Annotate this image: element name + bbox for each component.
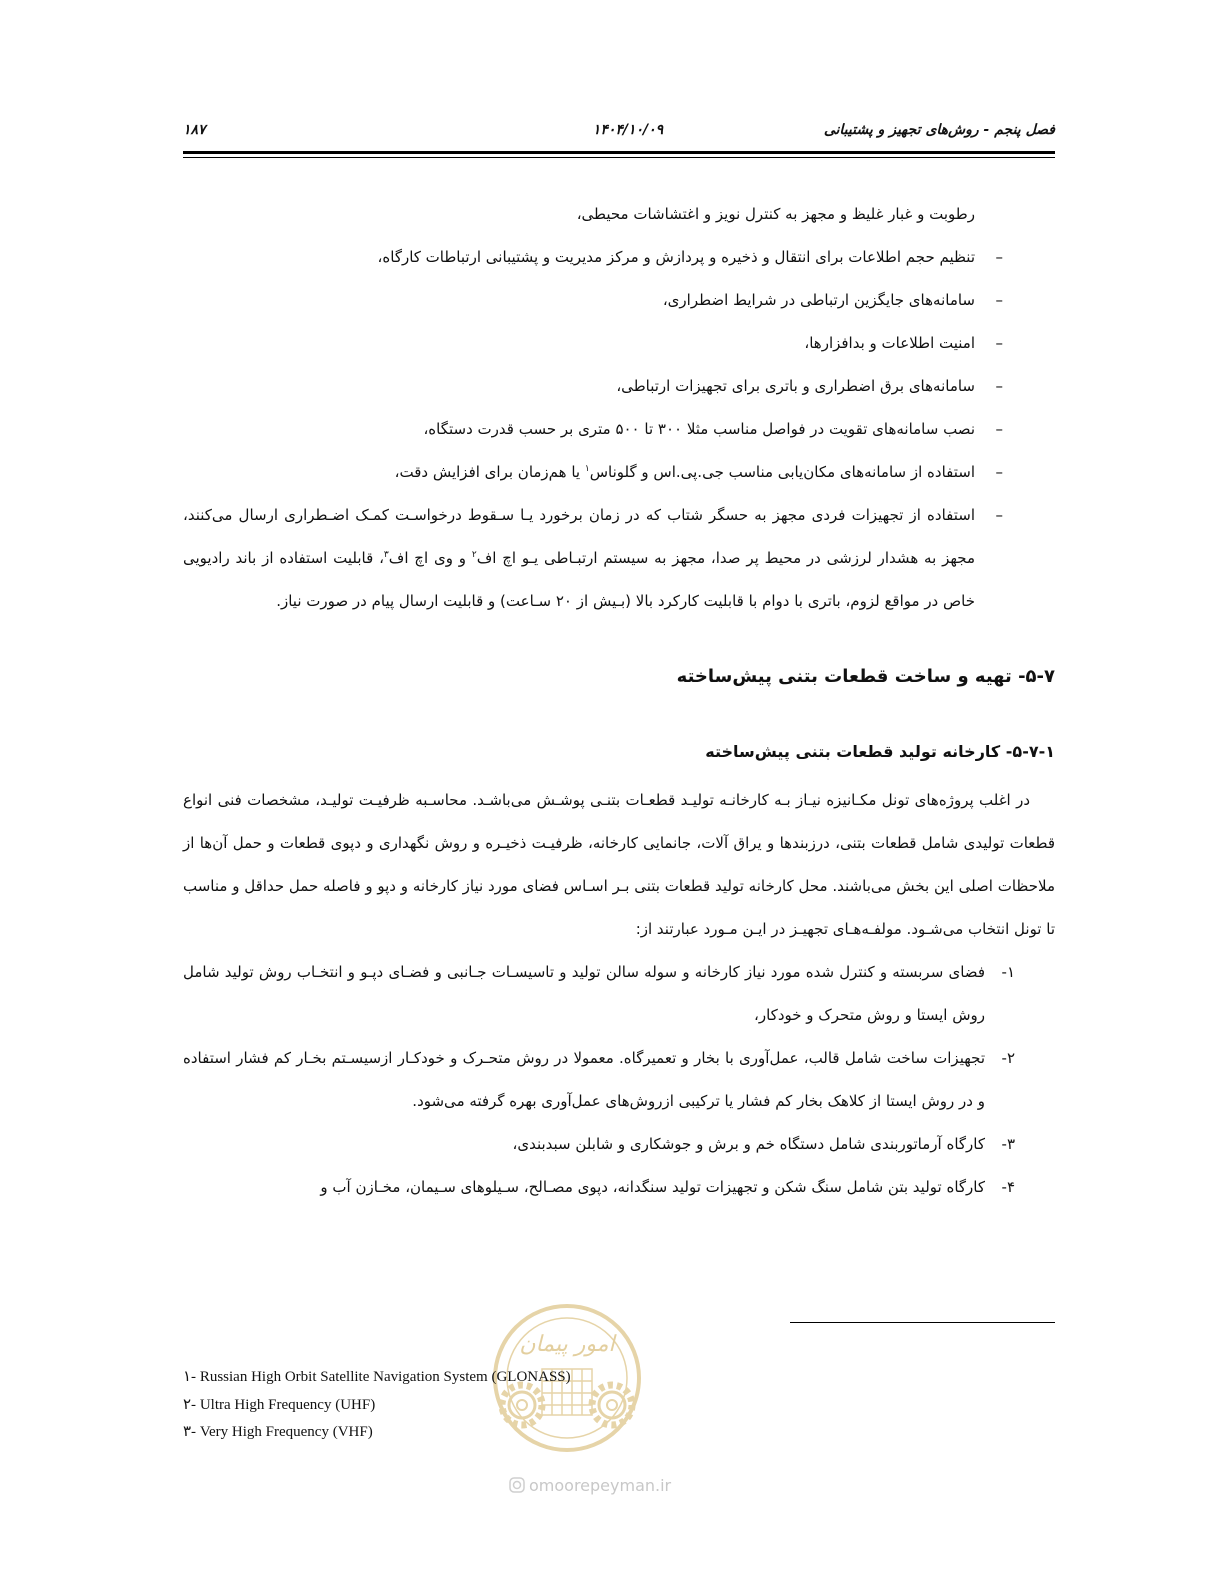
footnote-number: ۳- [183, 1424, 197, 1440]
logo-lettering: امور پیمان [519, 1332, 615, 1357]
item-number: ۲- [1001, 1049, 1015, 1067]
subsection-heading: ۵-۷-۱- کارخانه تولید قطعات بتنی پیش‌ساخته [705, 742, 1055, 761]
list-item-text: نصب سامانه‌های تقویت در فواصل مناسب مثلا ۳۰۰ تا ۵۰۰ متری بر حسب قدرت دستگاه، [423, 420, 975, 438]
footnote-ref: ۱ [584, 464, 590, 474]
numbered-item-text: کارگاه آرماتوربندی شامل دستگاه خم و برش و جوشکاری و شابلن سبدبندی، [512, 1135, 985, 1153]
numbered-item [183, 1166, 1055, 1209]
bullet-continuation: رطوبت و غبار غلیظ و مجهز به کنترل نویز و اغتشاشات محیطی، [576, 205, 975, 223]
list-item [183, 322, 1055, 365]
item-number: ۱- [1001, 963, 1015, 981]
page-body [183, 193, 1055, 1209]
list-item [183, 365, 1055, 408]
numbered-item-text: فضای سربسته و کنترل شده مورد نیاز کارخانه و سوله سالن تولید و تاسیسـات جـانبی و فضـای دپـو و انتخـاب روش تولید شامل روش ایستا و روش متحرک و خودکار، [183, 963, 985, 1024]
list-item-text: سامانه‌های جایگزین ارتباطی در شرایط اضطراری، [662, 291, 975, 309]
list-item-text: استفاده از تجهیزات فردی مجهز به حسگر شتاب که در زمان برخورد یـا سـقوط درخواسـت کمـک اضـطراری ارسال می‌کنند، مجهز به هشدار لرزشی در محیط پر صدا، مجهز به سیستم ارتبـاطی یـو اچ اف [183, 506, 975, 567]
footnote-ref: ۳ [383, 550, 389, 560]
list-item-text: و وی اچ اف [388, 549, 472, 567]
footnote-number: ۲- [183, 1396, 197, 1413]
body-paragraph: در اغلب پروژه‌های تونل مکـانیزه نیـاز بـه کارخانـه تولیـد قطعـات بتنـی پوشـش می‌باشـد. محاسـبه ظرفیـت تولیـد، مشخصات فنی انواع قطعات تولیدی شامل قطعات بتنی، درزبندها و یراق آلات، جانمایی کارخانه، ظرفیـت ذخیـره و روش نگهداری و دپوی قطعات و حمل آن‌ها از ملاحظات اصلی این بخش می‌باشند. محل کارخانه تولید قطعات بتنی بـر اسـاس فضای مورد نیاز کارخانه و دپو و فاصله حمل حداقل و مناسب تا تونل انتخاب می‌شـود. مولفـه‌هـای تجهیـز در ایـن مـورد عبارتند از: [183, 791, 1055, 938]
bullet-dash: – [995, 377, 1003, 395]
bullet-dash: – [995, 420, 1003, 438]
page-number: ۱۸۷ [183, 122, 206, 138]
list-item-text: ، قابلیت استفاده از باند رادیویی خاص در مواقع لزوم، باتری با دوام با قابلیت کارکرد بالا (بـیش از ۲۰ سـاعت) و قابلیت ارسال پیام در صورت نیاز. [183, 549, 975, 610]
numbered-item [183, 1123, 1055, 1166]
bullet-dash: – [995, 506, 1003, 524]
watermark-site: omoorepeyman.ir [529, 1476, 672, 1495]
list-item-text: سامانه‌های برق اضطراری و باتری برای تجهیزات ارتباطی، [616, 377, 975, 395]
bullet-dash: – [995, 248, 1003, 266]
footnote-text: Russian High Orbit Satellite Navigation System (GLONASS) [196, 1369, 571, 1385]
numbered-item [183, 951, 1055, 1037]
header-date: ۱۴۰۴/۱۰/۰۹ [592, 122, 664, 138]
bullet-dash: – [995, 463, 1003, 481]
footnotes [183, 1364, 783, 1447]
instagram-icon [510, 1478, 524, 1492]
numbered-item-text: تجهیزات ساخت شامل قالب، عمل‌آوری با بخار و تعمیرگاه. معمولا در روش متحـرک و خودکـار ازسیسـتم بخـار کم فشار استفاده و در روش ایستا از کلاهک بخار کم فشار یا ترکیبی ازروش‌های عمل‌آوری بهره گرفته می‌شود. [183, 1049, 985, 1110]
section-heading: ۵-۷- تهیه و ساخت قطعات بتنی پیش‌ساخته [676, 666, 1055, 687]
footnote [183, 1392, 783, 1420]
list-item-personal-equipment [183, 494, 1055, 623]
footnote-ref: ۲ [471, 550, 477, 560]
footnote-text: Ultra High Frequency (UHF) [196, 1396, 376, 1413]
list-item-text: یا هم‌زمان برای افزایش دقت، [394, 463, 585, 481]
list-item-text: استفاده از سامانه‌های مکان‌یابی مناسب جی.پی.اس و گلوناس [589, 463, 975, 481]
list-item-text: تنظیم حجم اطلاعات برای انتقال و ذخیره و پردازش و مرکز مدیریت و پشتیبانی ارتباطات کارگاه، [377, 248, 975, 266]
running-header [183, 118, 1055, 144]
header-rule-thick [183, 151, 1055, 154]
footnote-separator [790, 1322, 1055, 1323]
list-item [183, 408, 1055, 451]
bullet-dash: – [995, 334, 1003, 352]
footnote [183, 1364, 783, 1392]
item-number: ۴- [1001, 1178, 1015, 1196]
numbered-item-text: کارگاه تولید بتن شامل سنگ شکن و تجهیزات تولید سنگدانه، دپوی مصـالح، سـیلوهای سـیمان، مخـازن آب و [320, 1178, 985, 1196]
list-item [183, 279, 1055, 322]
bullet-dash: – [995, 291, 1003, 309]
header-rule-thin [183, 157, 1055, 158]
list-item-gps [183, 451, 1055, 494]
numbered-item [183, 1037, 1055, 1123]
chapter-title: فصل پنجم - روش‌های تجهیز و پشتیبانی [823, 122, 1055, 138]
list-item-text: امنیت اطلاعات و بدافزارها، [804, 334, 975, 352]
footnote-text: Very High Frequency (VHF) [196, 1424, 373, 1440]
item-number: ۳- [1001, 1135, 1015, 1153]
footnote-number: ۱- [183, 1369, 197, 1385]
list-item [183, 236, 1055, 279]
footnote [183, 1419, 783, 1447]
